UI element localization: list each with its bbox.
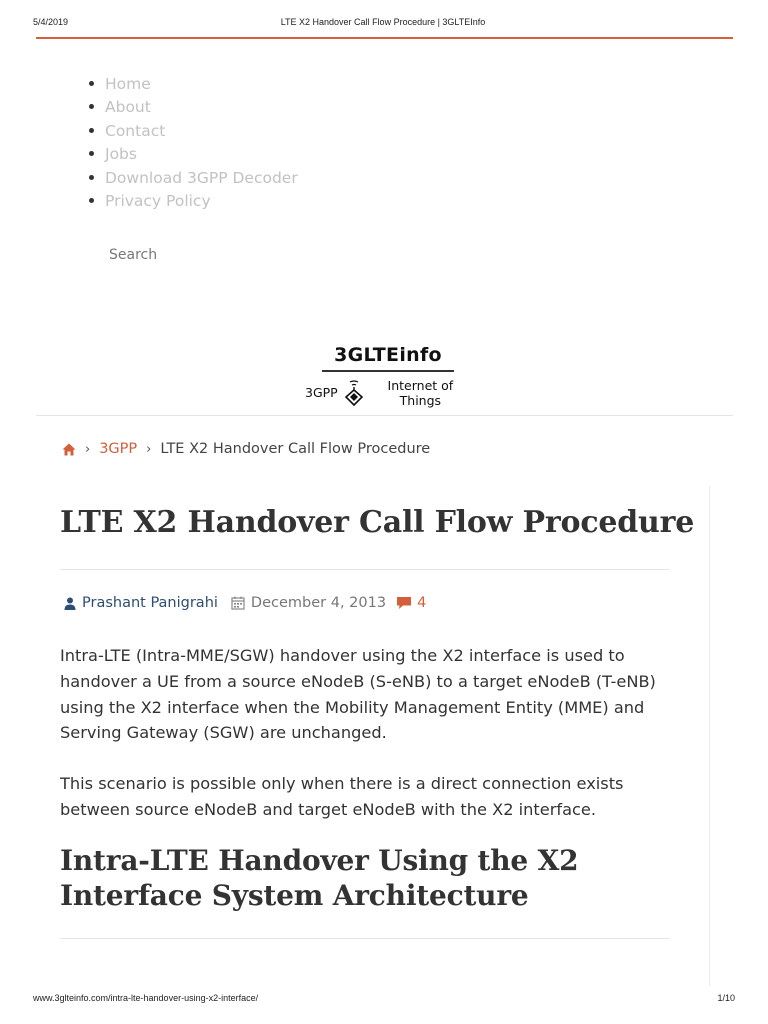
bullet bbox=[89, 128, 94, 133]
user-icon bbox=[64, 597, 76, 610]
search-input[interactable]: Search bbox=[109, 247, 158, 263]
header-divider bbox=[36, 37, 733, 39]
logo-title: 3GLTEinfo bbox=[334, 344, 442, 366]
nav-item-label: Jobs bbox=[105, 145, 137, 164]
nav-item-home[interactable] bbox=[86, 73, 298, 96]
section-divider bbox=[60, 938, 670, 939]
page-title: LTE X2 Handover Call Flow Procedure bbox=[60, 505, 695, 540]
main-nav bbox=[86, 73, 298, 213]
print-url: www.3glteinfo.com/intra-lte-handover-using-x2-interface/ bbox=[33, 993, 259, 1003]
breadcrumb-current: LTE X2 Handover Call Flow Procedure bbox=[160, 441, 431, 457]
nav-item-jobs[interactable] bbox=[86, 143, 298, 166]
breadcrumb-separator: › bbox=[146, 441, 152, 457]
nav-item-about[interactable] bbox=[86, 96, 298, 119]
sidebar-divider bbox=[709, 486, 710, 986]
nav-item-privacy-policy[interactable] bbox=[86, 190, 298, 213]
title-divider bbox=[60, 569, 670, 570]
bullet bbox=[89, 81, 94, 86]
bullet bbox=[89, 104, 94, 109]
home-icon[interactable] bbox=[62, 443, 76, 456]
breadcrumb bbox=[62, 441, 430, 457]
post-date: December 4, 2013 bbox=[250, 595, 387, 611]
bullet bbox=[89, 151, 94, 156]
author-link[interactable]: Prashant Panigrahi bbox=[82, 595, 218, 611]
comment-icon[interactable] bbox=[396, 596, 412, 610]
bullet bbox=[89, 198, 94, 203]
nav-item-label: About bbox=[105, 98, 151, 117]
masthead-divider bbox=[36, 415, 733, 416]
print-date: 5/4/2019 bbox=[33, 17, 69, 27]
logo-underline bbox=[322, 370, 454, 372]
section-heading: Intra-LTE Handover Using the X2 Interface System Architecture bbox=[60, 844, 579, 912]
antenna-icon bbox=[344, 380, 364, 406]
post-meta bbox=[64, 595, 426, 611]
nav-item-download-decoder[interactable] bbox=[86, 167, 298, 190]
breadcrumb-separator: › bbox=[85, 441, 91, 457]
page-number: 1/10 bbox=[717, 993, 735, 1003]
logo-right-text: Internet of Things bbox=[387, 377, 454, 408]
print-page-title: LTE X2 Handover Call Flow Procedure | 3GLTEInfo bbox=[280, 17, 486, 27]
nav-item-contact[interactable] bbox=[86, 120, 298, 143]
breadcrumb-category-link[interactable]: 3GPP bbox=[99, 441, 138, 457]
nav-item-label: Download 3GPP Decoder bbox=[105, 168, 298, 187]
nav-item-label: Home bbox=[105, 75, 151, 93]
logo-left-text: 3GPP bbox=[305, 385, 338, 400]
logo-tagline bbox=[305, 378, 471, 408]
nav-item-label: Contact bbox=[105, 121, 166, 140]
article-paragraph: This scenario is possible only when there is a direct connection exists between source eNodeB and target eNodeB with the X2 interface. bbox=[60, 774, 624, 819]
nav-item-label: Privacy Policy bbox=[105, 191, 211, 210]
calendar-icon bbox=[231, 596, 245, 610]
comment-count-link[interactable]: 4 bbox=[417, 595, 427, 611]
site-logo[interactable] bbox=[305, 343, 471, 408]
article-paragraph: Intra-LTE (Intra-MME/SGW) handover using the X2 interface is used to handover a UE from a source eNodeB (S-eNB) to a target eNodeB (T-eNB) using the X2 interface when the Mobility Management Entity (MME) and Serving Gateway (SGW) are unchanged. bbox=[60, 646, 656, 743]
bullet bbox=[89, 175, 94, 180]
